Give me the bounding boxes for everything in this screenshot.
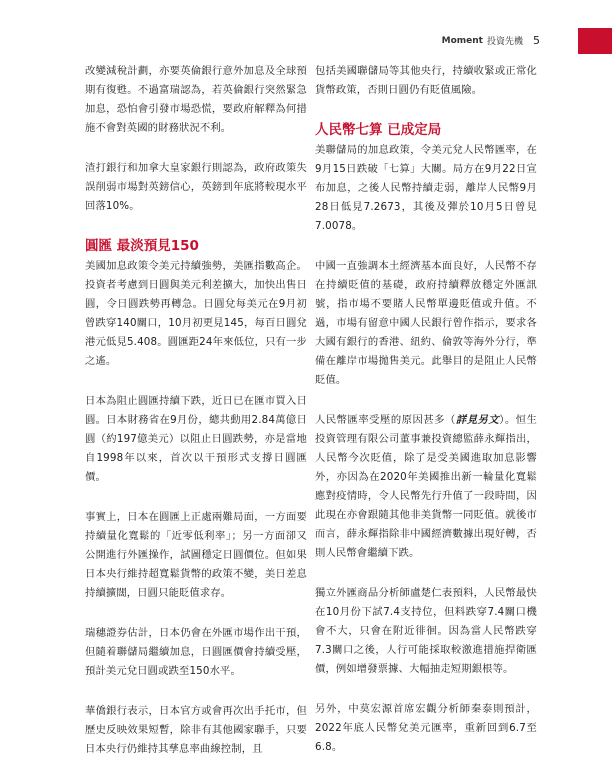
paragraph: 美聯儲局的加息政策，令美元兌人民幣匯率，在9月15日跌破「七算」大關。局方在9月22日宣布加息，之後人民幣持續走弱，離岸人民幣9月28日低見7.2673，其後及彈於10月5日曾見7.0078。 (315, 144, 537, 232)
magazine-name: Moment (441, 35, 483, 46)
paragraph: 日本為阻止圓匯持續下跌，近日已在匯市買入日圓。日本財務省在9月份，總共動用2.84萬億日圓（約197億美元）以阻止日圓跌勢，亦是當地自1998年以來，首次以干預形式支撐日圓匯價。 (85, 395, 307, 483)
cross-reference-note: 詳見另文 (455, 414, 500, 426)
right-column (315, 62, 537, 778)
paragraph: 獨立外匯商品分析師盧楚仁表預料，人民幣最快在10月份下試7.4支持位，但料跌穿7.4關口機會不大，只會在附近徘徊。因為當人民幣跌穿7.3關口之後，人行可能採取較激進措施捍衛匯價，例如增發票據、大幅抽走短期銀根等。 (315, 587, 537, 675)
paragraph: 改變減稅計劃，亦要英倫銀行意外加息及全球預期有復甦。不過富瑞認為，若英倫銀行突然緊急加息，恐怕會引發市場恐慌，要政府解釋為何措施不會對英國的財務狀況不利。 (85, 65, 307, 134)
paragraph: 中國一直強調本土經濟基本面良好，人民幣不存在持續貶值的基礎，政府持續釋放穩定外匯訊號，指市場不要賭人民幣單邊貶值或升值。不過，市場有留意中國人民銀行曾作指示，要求各大國有銀行的香港、紐約、倫敦等海外分行，準備在離岸市場拋售美元。此舉目的是阻止人民幣貶值。 (315, 260, 537, 386)
paragraph: 瑞穗證券估計，日本仍會在外匯市場作出干預，但隨着聯儲局繼續加息，日圓匯價會持續受壓，預計美元兌日圓或跌至150水平。 (85, 627, 307, 677)
page-number: 5 (533, 34, 540, 47)
text-run: ）。恒生投資管理有限公司董事兼投資總監薛永輝指出，人民幣今次貶值，除了是受美國進取加息影響外，亦因為在2020年美國推出新一輪量化寬鬆應對疫情時，令人民幣先行升值了一段時間，因此現在亦會跟隨其他非美貨幣一同貶值。就後市而言，薛永輝指除非中國經濟數據出現好轉，否則人民幣會繼續下跌。 (315, 414, 538, 559)
text-run: 人民幣匯率受壓的原因甚多（ (315, 414, 456, 426)
paragraph: 包括美國聯儲局等其他央行，持續收緊或正常化貨幣政策，否則日圓仍有貶值風險。 (315, 65, 537, 96)
paragraph: 渣打銀行和加拿大皇家銀行則認為，政府政策失誤削弱市場對英鎊信心，英鎊到年底將較現水平回落10%。 (85, 162, 307, 212)
paragraph: 另外，中莫宏源首席宏觀分析師秦泰則預計，2022年底人民幣兌美元匯率，重新回到6.7至6.8。 (315, 703, 537, 753)
left-column (85, 62, 307, 780)
paragraph (315, 411, 537, 563)
paragraph: 事實上，日本在圓匯上正處兩難局面，一方面要持續量化寬鬆的「近零低利率」；另一方面卻又公開進行外匯操作，試圖穩定日圓價位。但如果日本央行維持超寬鬆貨幣的政策不變，美日差息持續擴闊，日圓只能貶值求存。 (85, 511, 307, 599)
section-heading-yen: 圓匯 最淡預見150 (85, 238, 199, 254)
section-heading-rmb: 人民幣七算 已成定局 (315, 122, 442, 138)
section-name: 投資先機 (486, 37, 523, 47)
paragraph: 美國加息政策令美元持續強勢，美匯指數高企。投資者考慮到日圓與美元利差擴大，加快出售日圓，令日圓跌勢再轉急。日圓兌每美元在9月初曾跌穿140關口，10月初更見145，每百日圓兌港元低見5.408。圓匯距24年來低位，只有一步之遙。 (85, 260, 307, 367)
paragraph: 華僑銀行表示，日本官方或會再次出手托市，但歷史反映效果短暫，除非有其他國家聯手，只要日本央行仍維持其孳息率曲線控制，且 (85, 705, 307, 755)
page-header (442, 34, 540, 47)
header-accent-bar (578, 28, 612, 54)
